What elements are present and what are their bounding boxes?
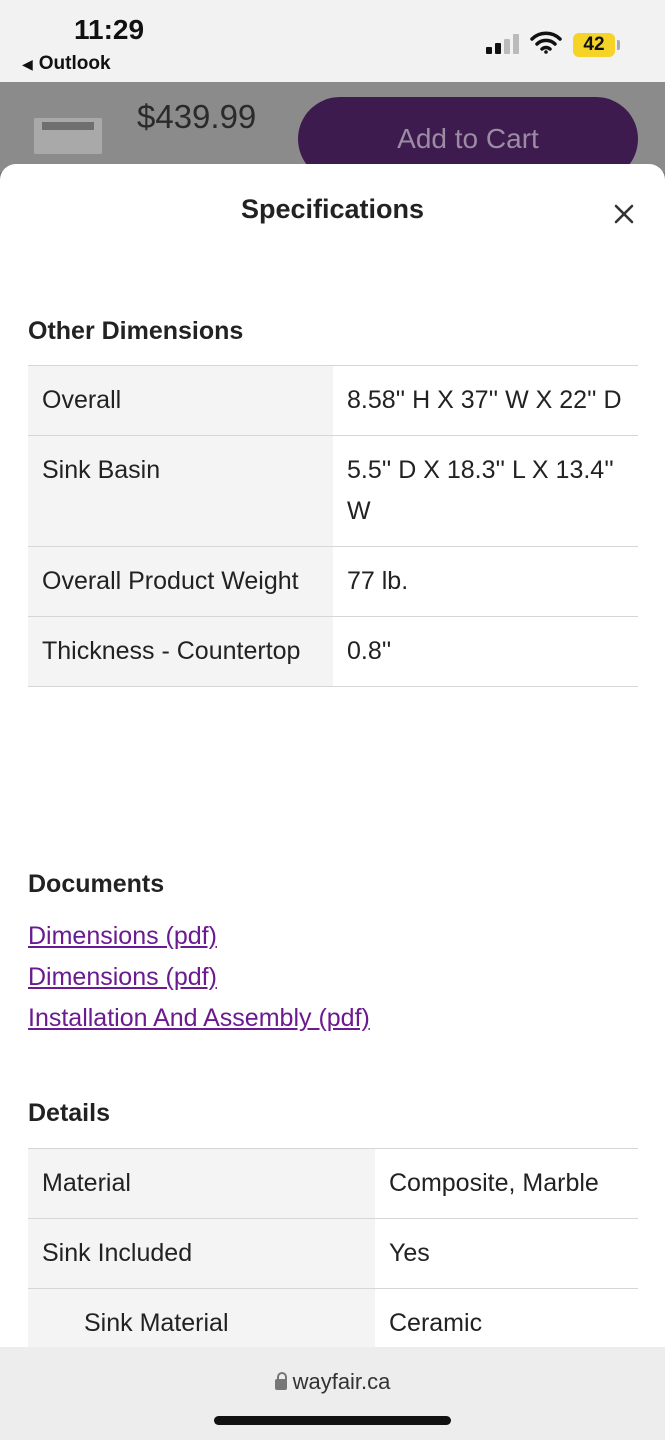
spec-label: Overall Product Weight <box>28 547 333 617</box>
spec-label: Sink Included <box>28 1219 375 1289</box>
other-dimensions-table <box>28 365 638 687</box>
document-link-dimensions[interactable]: Dimensions (pdf) <box>28 963 217 991</box>
product-price: $439.99 <box>137 98 257 135</box>
spec-value: 5.5'' D X 18.3'' L X 13.4'' W <box>347 456 614 525</box>
table-row <box>28 1219 638 1289</box>
details-table <box>28 1148 638 1347</box>
spec-label: Thickness - Countertop <box>28 617 333 687</box>
spec-value: 77 lb. <box>347 567 409 595</box>
spec-label: Sink Material <box>28 1289 375 1348</box>
battery-indicator: 42 <box>573 33 615 57</box>
table-row <box>28 366 638 436</box>
url-display[interactable] <box>0 1369 665 1395</box>
table-row <box>28 436 638 547</box>
document-link-dimensions[interactable]: Dimensions (pdf) <box>28 922 217 950</box>
spec-value: 8.58'' H X 37'' W X 22'' D <box>347 386 622 414</box>
browser-url-bar[interactable] <box>0 1347 665 1440</box>
spec-value: Ceramic <box>389 1309 483 1337</box>
back-to-app-link[interactable] <box>22 53 111 75</box>
url-domain: wayfair.ca <box>292 1369 391 1394</box>
spec-value: 0.8'' <box>347 637 392 665</box>
spec-value: Composite, Marble <box>389 1169 599 1197</box>
product-thumbnail <box>34 118 102 154</box>
documents-heading: Documents <box>28 870 165 898</box>
table-row <box>28 1289 638 1348</box>
spec-label: Sink Basin <box>28 436 333 547</box>
status-bar <box>0 0 665 82</box>
spec-label: Overall <box>28 366 333 436</box>
specifications-sheet <box>0 164 665 1347</box>
document-link-installation[interactable]: Installation And Assembly (pdf) <box>28 1004 370 1032</box>
close-icon[interactable] <box>608 198 640 230</box>
add-to-cart-button[interactable]: Add to Cart <box>298 97 638 181</box>
sheet-title: Specifications <box>240 194 425 224</box>
other-dimensions-heading: Other Dimensions <box>28 317 244 345</box>
signal-icon <box>486 34 520 54</box>
back-triangle-icon: ◀ <box>22 56 33 72</box>
battery-tip <box>617 40 620 50</box>
lock-icon <box>275 1379 287 1390</box>
table-row <box>28 547 638 617</box>
spec-value: Yes <box>389 1239 430 1267</box>
details-heading: Details <box>28 1099 110 1127</box>
back-app-label: Outlook <box>38 53 111 74</box>
table-row <box>28 617 638 687</box>
wifi-icon <box>530 30 562 54</box>
home-indicator[interactable] <box>214 1416 451 1425</box>
spec-label: Material <box>28 1149 375 1219</box>
table-row <box>28 1149 638 1219</box>
status-time: 11:29 <box>74 14 145 45</box>
